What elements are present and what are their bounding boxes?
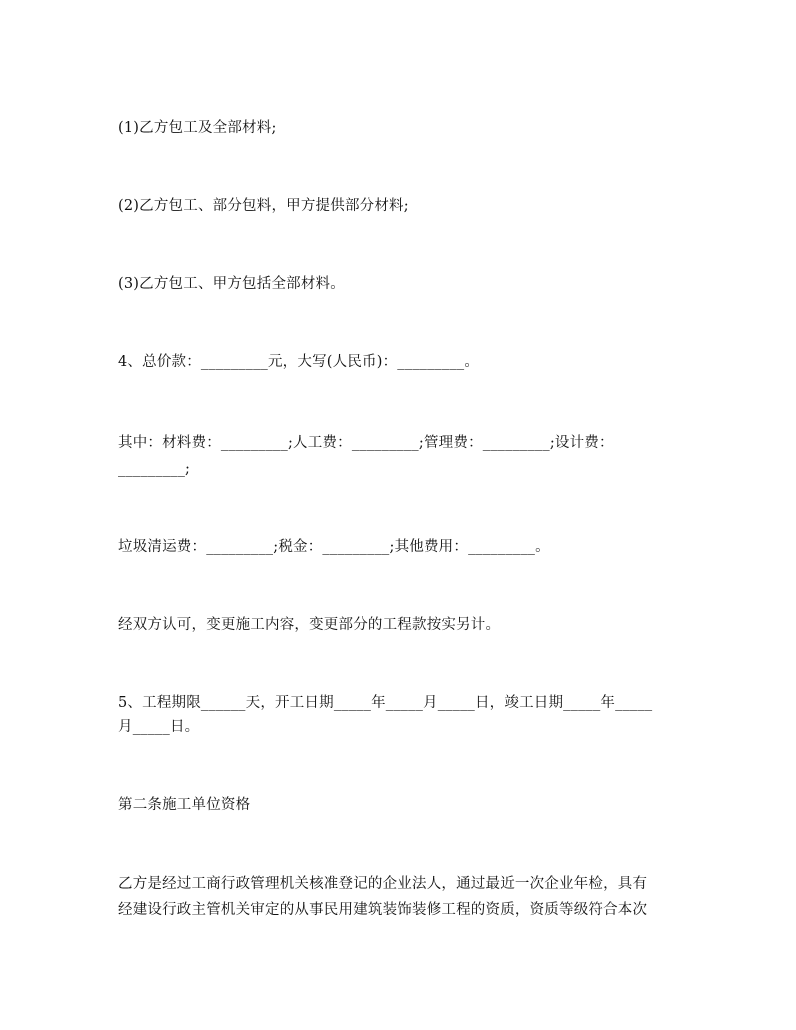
option-2: (2)乙方包工、部分包料，甲方提供部分材料;	[118, 198, 409, 214]
cost-breakdown-line-2: _________;	[118, 461, 191, 477]
article-2-body-line-1: 乙方是经过工商行政管理机关核准登记的企业法人，通过最近一次企业年检，具有	[118, 876, 648, 892]
article-2-body-line-2: 经建设行政主管机关审定的从事民用建筑装饰装修工程的资质，资质等级符合本次	[118, 902, 648, 918]
option-1: (1)乙方包工及全部材料;	[118, 120, 277, 136]
cost-breakdown-line-1: 其中：材料费：_________;人工费：_________;管理费：_________;设计费：	[118, 435, 614, 451]
total-price-clause: 4、总价款：_________元，大写(人民币)：_________。	[118, 354, 480, 370]
work-period-line-2: 月_____日。	[118, 719, 200, 735]
change-clause: 经双方认可，变更施工内容，变更部分的工程款按实另计。	[118, 617, 501, 633]
option-3: (3)乙方包工、甲方包括全部材料。	[118, 276, 345, 292]
work-period-line-1: 5、工程期限______天，开工日期_____年_____月_____日，竣工日期_____年_____	[118, 695, 653, 711]
article-2-heading: 第二条施工单位资格	[118, 797, 251, 813]
cost-breakdown-line-3: 垃圾清运费：_________;税金：_________;其他费用：_________。	[118, 539, 550, 555]
